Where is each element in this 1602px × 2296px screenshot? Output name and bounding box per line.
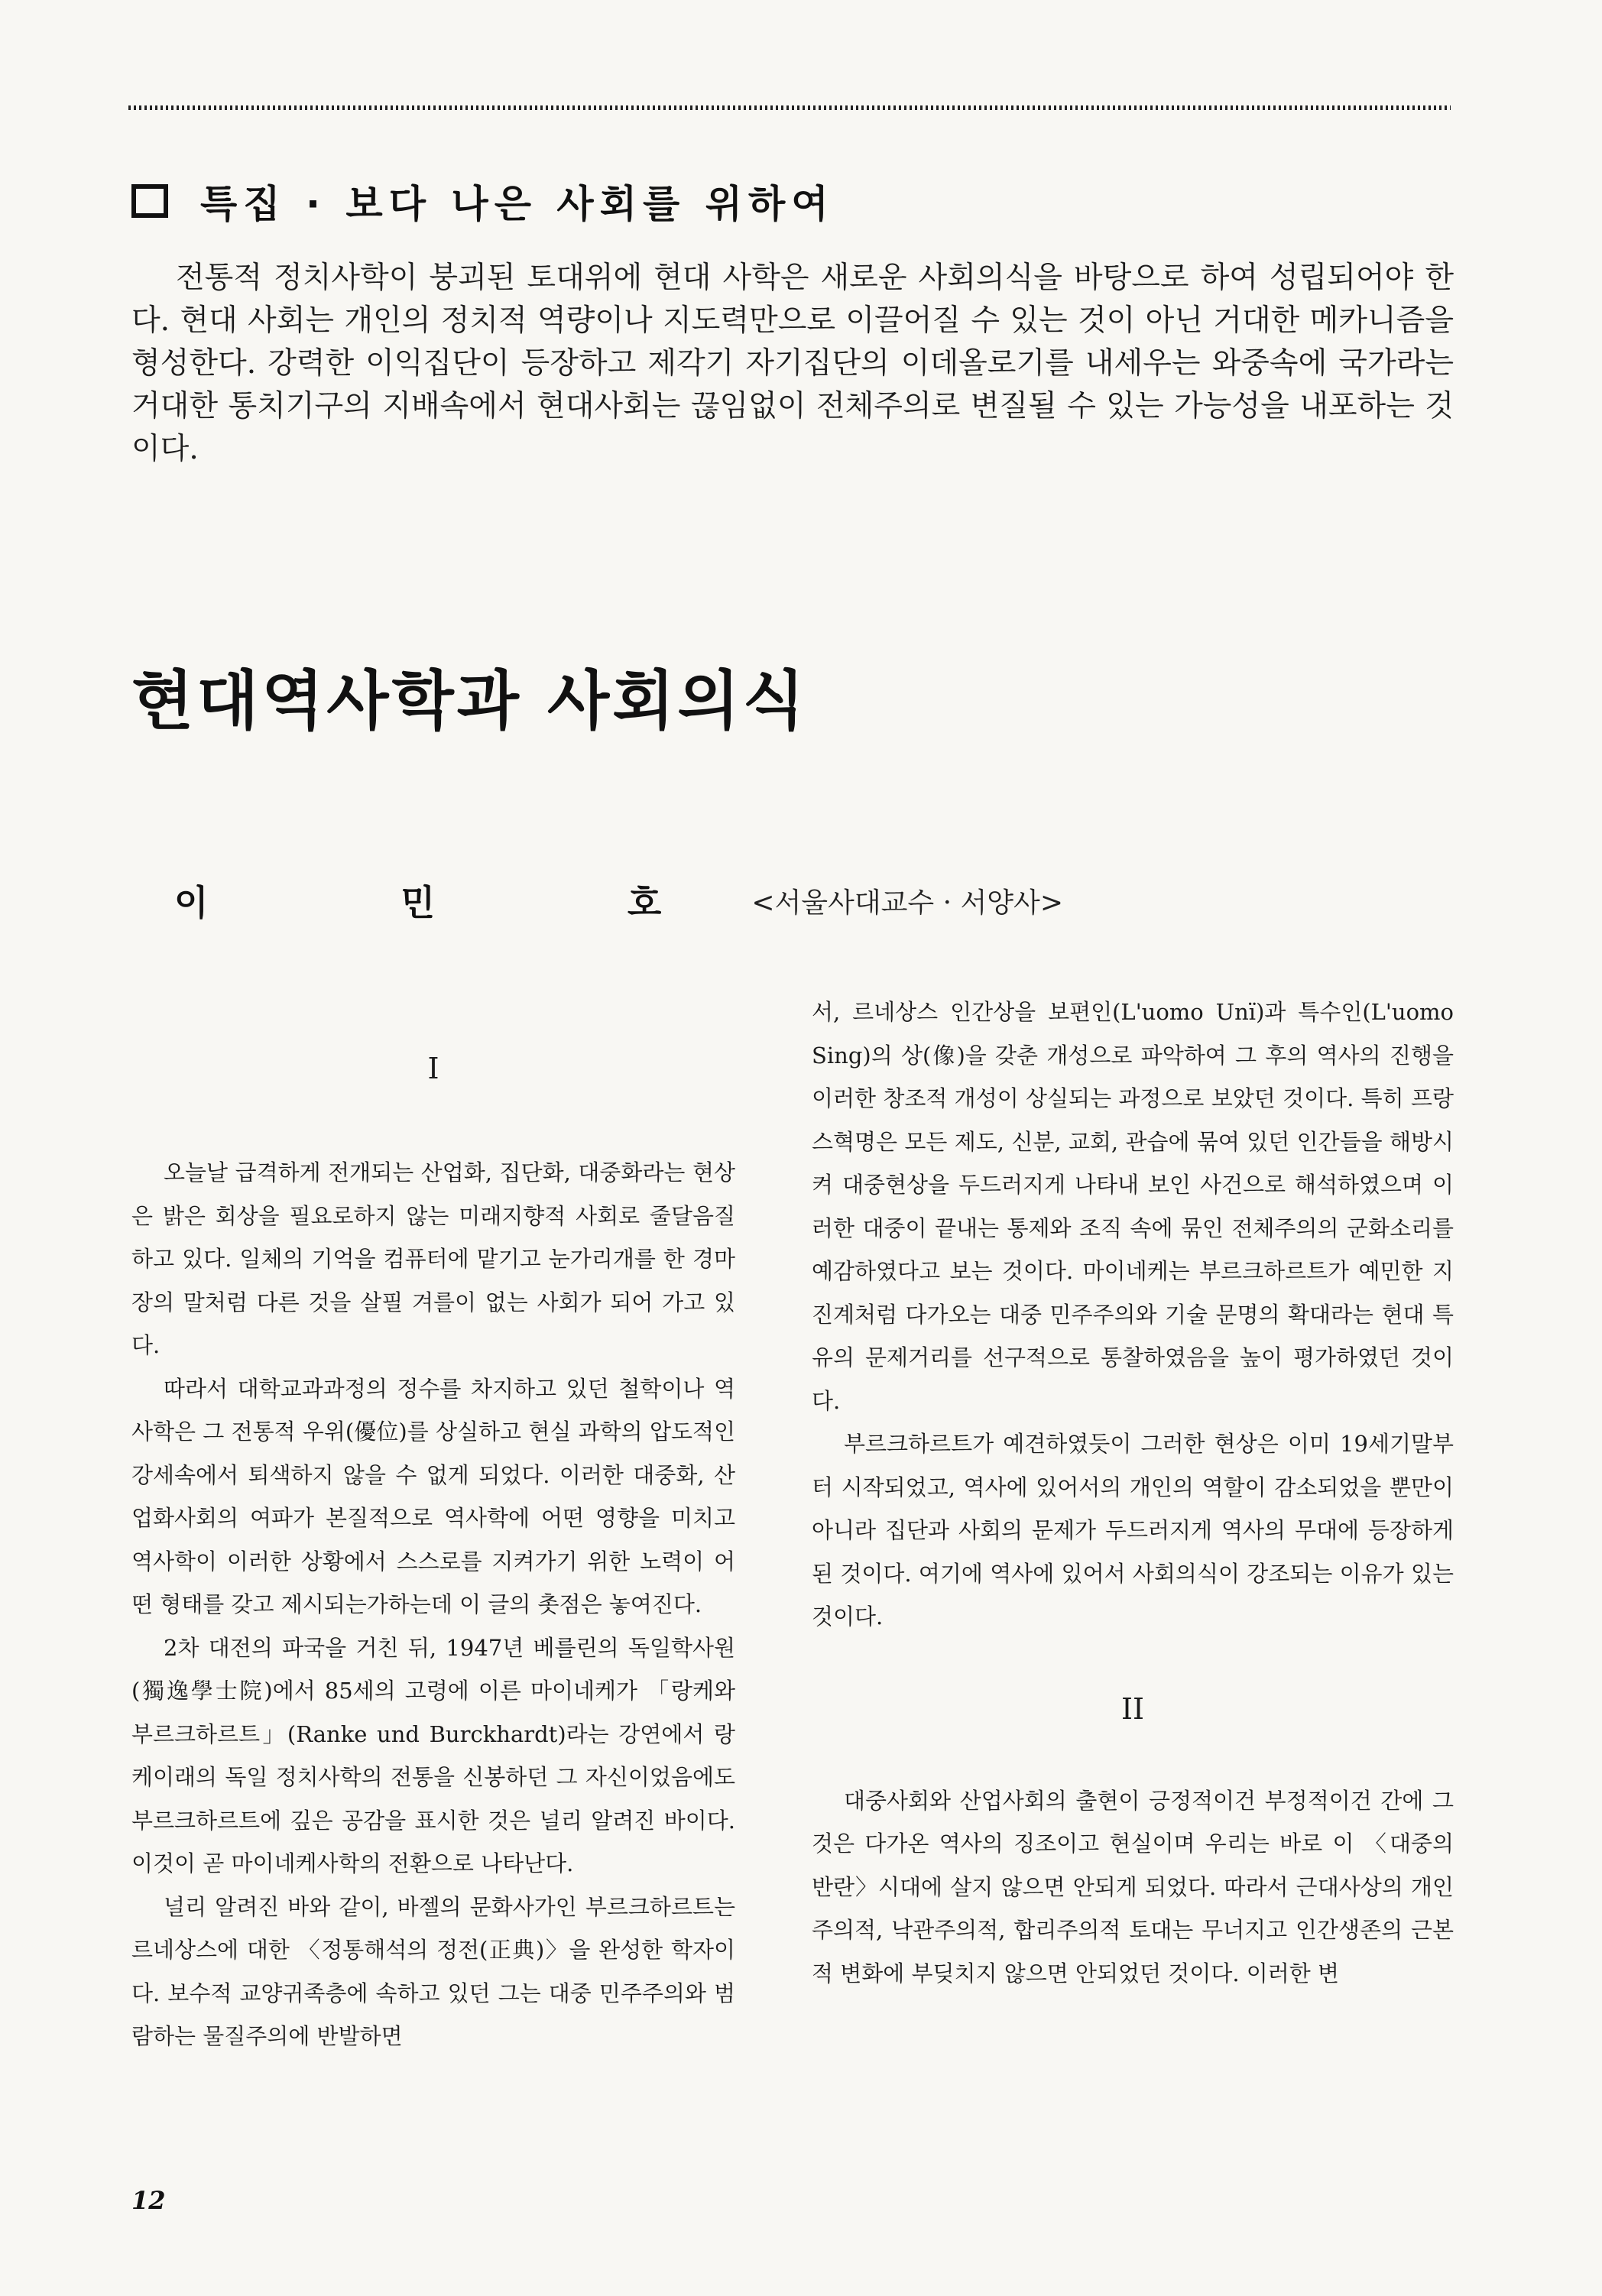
body-paragraph: 대중사회와 산업사회의 출현이 긍정적이건 부정적이건 간에 그것은 다가온 역사의 징조이고 현실이며 우리는 바로 이 〈대중의 반란〉시대에 살지 않으면 안되게 되었다. 따라서 근대사상의 개인주의적, 낙관주의적, 합리주의적 토대는 무너지고 인간생존의 근본적 변화에 부딪치지 않으면 안되었던 것이다. 이러한 변 (812, 1787, 1454, 1986)
top-dotted-rule (128, 105, 1451, 110)
body-paragraph: 널리 알려진 바와 같이, 바젤의 문화사가인 부르크하르트는 르네상스에 대한 〈정통해석의 정전(正典)〉을 완성한 학자이다. 보수적 교양귀족층에 속하고 있던 그는 대중 민주주의와 범람하는 물질주의에 반발하면 (131, 1893, 735, 2049)
body-paragraph: 오늘날 급격하게 전개되는 산업화, 집단화, 대중화라는 현상은 밝은 회상을 필요로하지 않는 미래지향적 사회로 줄달음질하고 있다. 일체의 기억을 컴퓨터에 맡기고 눈가리개를 한 경마장의 말처럼 다른 것을 살필 겨를이 없는 사회가 되어 가고 있다. (131, 1159, 735, 1358)
square-bullet-icon (131, 184, 168, 218)
section-number-2: II (1120, 1691, 1145, 1726)
right-column (812, 991, 1454, 1995)
body-paragraph: 부르크하르트가 예견하였듯이 그러한 현상은 이미 19세기말부터 시작되었고, 역사에 있어서의 개인의 역할이 감소되었을 뿐만이 아니라 집단과 사회의 문제가 두드러지게 역사의 무대에 등장하게 된 것이다. 여기에 역사에 있어서 사회의식이 강조되는 이유가 있는 것이다. (812, 1431, 1454, 1630)
author-affiliation: <서울사대교수 · 서양사> (751, 887, 1063, 919)
intro-paragraph: 전통적 정치사학이 붕괴된 토대위에 현대 사학은 새로운 사회의식을 바탕으로 하여 성립되어야 한다. 현대 사회는 개인의 정치적 역량이나 지도력만으로 이끌어질 수 있는 것이 아닌 거대한 메카니즘을 형성한다. 강력한 이익집단이 등장하고 제각기 자기집단의 이데올로기를 내세우는 와중속에 국가라는 거대한 통치기구의 지배속에서 현대사회는 끊임없이 전체주의로 변질될 수 있는 가능성을 내포하는 것이다. (131, 261, 1454, 466)
author-name: 이 민 호 (174, 882, 752, 923)
body-paragraph: 따라서 대학교과과정의 정수를 차지하고 있던 철학이나 역사학은 그 전통적 우위(優位)를 상실하고 현실 과학의 압도적인 강세속에서 퇴색하지 않을 수 없게 되었다. 이러한 대중화, 산업화사회의 여파가 본질적으로 역사학에 어떤 영향을 미치고 역사학이 이러한 상황에서 스스로를 지켜가기 위한 노력이 어떤 형태를 갖고 제시되는가하는데 이 글의 촛점은 놓여진다. (131, 1375, 735, 1617)
left-column (131, 994, 735, 2058)
section-number-1: I (427, 1052, 439, 1085)
intro-paragraph-block (131, 257, 1454, 471)
section-title: 특집 · 보다 나은 사회를 위하여 (200, 182, 835, 226)
article-title: 현대역사학과 사회의식 (131, 663, 808, 738)
body-paragraph: 서, 르네상스 인간상을 보편인(L'uomo Unï)과 특수인(L'uomo Sing)의 상(像)을 갖춘 개성으로 파악하여 그 후의 역사의 진행을 이러한 창조적 개성이 상실되는 과정으로 보았던 것이다. 특히 프랑스혁명은 모든 제도, 신분, 교회, 관습에 묶여 있던 인간들을 해방시켜 대중현상을 두드러지게 나타내 보인 사건으로 해석하였으며 이러한 대중이 끝내는 통제와 조직 속에 묶인 전체주의의 군화소리를 예감하였다고 보는 것이다. 마이네케는 부르크하르트가 예민한 지진계처럼 다가오는 대중 민주주의와 기술 문명의 확대라는 현대 특유의 문제거리를 선구적으로 통찰하였음을 높이 평가하였던 것이다. (812, 999, 1454, 1414)
body-paragraph: 2차 대전의 파국을 거친 뒤, 1947년 베를린의 독일학사원(獨逸學士院)에서 85세의 고령에 이른 마이네케가 「랑케와 부르크하르트」(Ranke und Burckhardt)라는 강연에서 랑케이래의 독일 정치사학의 전통을 신봉하던 그 자신이었음에도 부르크하르트에 깊은 공감을 표시한 것은 널리 알려진 바이다. 이것이 곧 마이네케사학의 전환으로 나타난다. (131, 1634, 735, 1876)
page-number: 12 (131, 2186, 166, 2215)
section-header (131, 177, 835, 225)
byline (174, 877, 1063, 923)
